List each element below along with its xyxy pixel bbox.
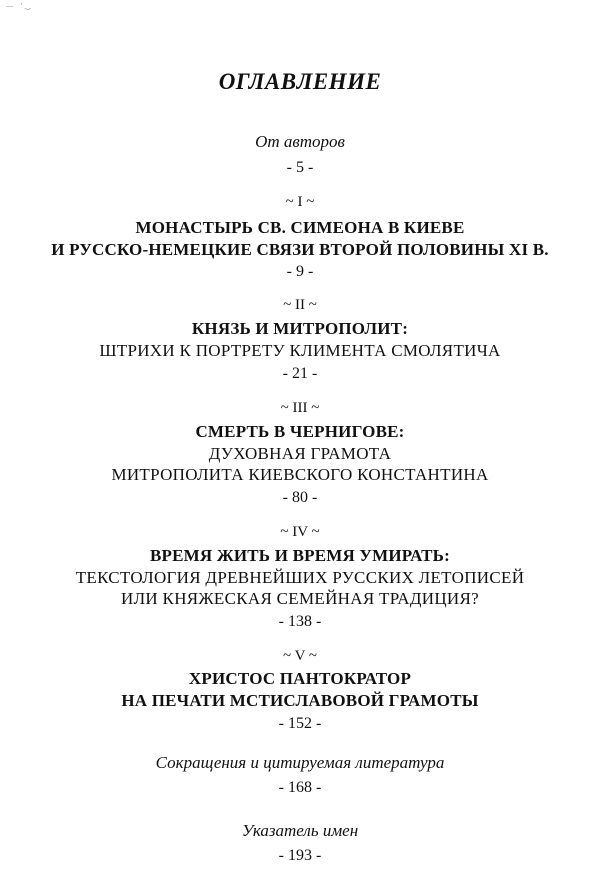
chapter-5-title-line-1: ХРИСТОС ПАНТОКРАТОР xyxy=(188,669,412,688)
corner-scan-mark: — '‿ xyxy=(6,2,34,10)
toc-entry-index-label: Указатель имен xyxy=(241,821,359,840)
chapter-4-subtitle-line-1: ТЕКСТОЛОГИЯ ДРЕВНЕЙШИХ РУССКИХ ЛЕТОПИСЕЙ xyxy=(75,568,525,587)
chapter-4-title-line-1: ВРЕМЯ ЖИТЬ И ВРЕМЯ УМИРАТЬ: xyxy=(150,546,450,565)
chapter-3-subtitle-line-2: МИТРОПОЛИТА КИЕВСКОГО КОНСТАНТИНА xyxy=(111,465,489,484)
toc-entry-foreword-label: От авторов xyxy=(255,132,345,151)
chapter-2-page: - 21 - xyxy=(282,365,318,382)
chapter-5-marker: ~ V ~ xyxy=(282,648,318,664)
chapter-3-page: - 80 - xyxy=(282,489,318,506)
toc-entry-index-page: - 193 - xyxy=(278,847,322,864)
chapter-1-title-line-1: МОНАСТЫРЬ СВ. СИМЕОНА В КИЕВЕ xyxy=(135,218,465,237)
chapter-3-marker: ~ III ~ xyxy=(280,400,320,416)
chapter-2-subtitle-line-1: ШТРИХИ К ПОРТРЕТУ КЛИМЕНТА СМОЛЯТИЧА xyxy=(99,341,501,360)
chapter-3-subtitle-line-1: ДУХОВНАЯ ГРАМОТА xyxy=(208,444,392,463)
chapter-4-subtitle-line-2: ИЛИ КНЯЖЕСКАЯ СЕМЕЙНАЯ ТРАДИЦИЯ? xyxy=(121,589,479,608)
chapter-1-marker: ~ I ~ xyxy=(285,194,315,210)
chapter-2-title-line-1: КНЯЗЬ И МИТРОПОЛИТ: xyxy=(191,319,409,338)
chapter-1-title-line-2: И РУССКО-НЕМЕЦКИЕ СВЯЗИ ВТОРОЙ ПОЛОВИНЫ XI В. xyxy=(51,240,549,259)
chapter-5-page: - 152 - xyxy=(278,715,322,732)
page-title: ОГЛАВЛЕНИЕ xyxy=(218,69,382,94)
toc-entry-foreword-page: - 5 - xyxy=(286,159,314,176)
toc-entry-abbreviations-label: Сокращения и цитируемая литература xyxy=(155,753,445,772)
chapter-4-marker: ~ IV ~ xyxy=(280,524,320,540)
chapter-4-page: - 138 - xyxy=(278,613,322,630)
toc-entry-abbreviations-page: - 168 - xyxy=(278,779,322,796)
chapter-5-title-line-2: НА ПЕЧАТИ МСТИСЛАВОВОЙ ГРАМОТЫ xyxy=(121,691,479,710)
chapter-2-marker: ~ II ~ xyxy=(283,297,317,313)
chapter-1-page: - 9 - xyxy=(286,263,314,280)
chapter-3-title-line-1: СМЕРТЬ В ЧЕРНИГОВЕ: xyxy=(195,422,405,441)
